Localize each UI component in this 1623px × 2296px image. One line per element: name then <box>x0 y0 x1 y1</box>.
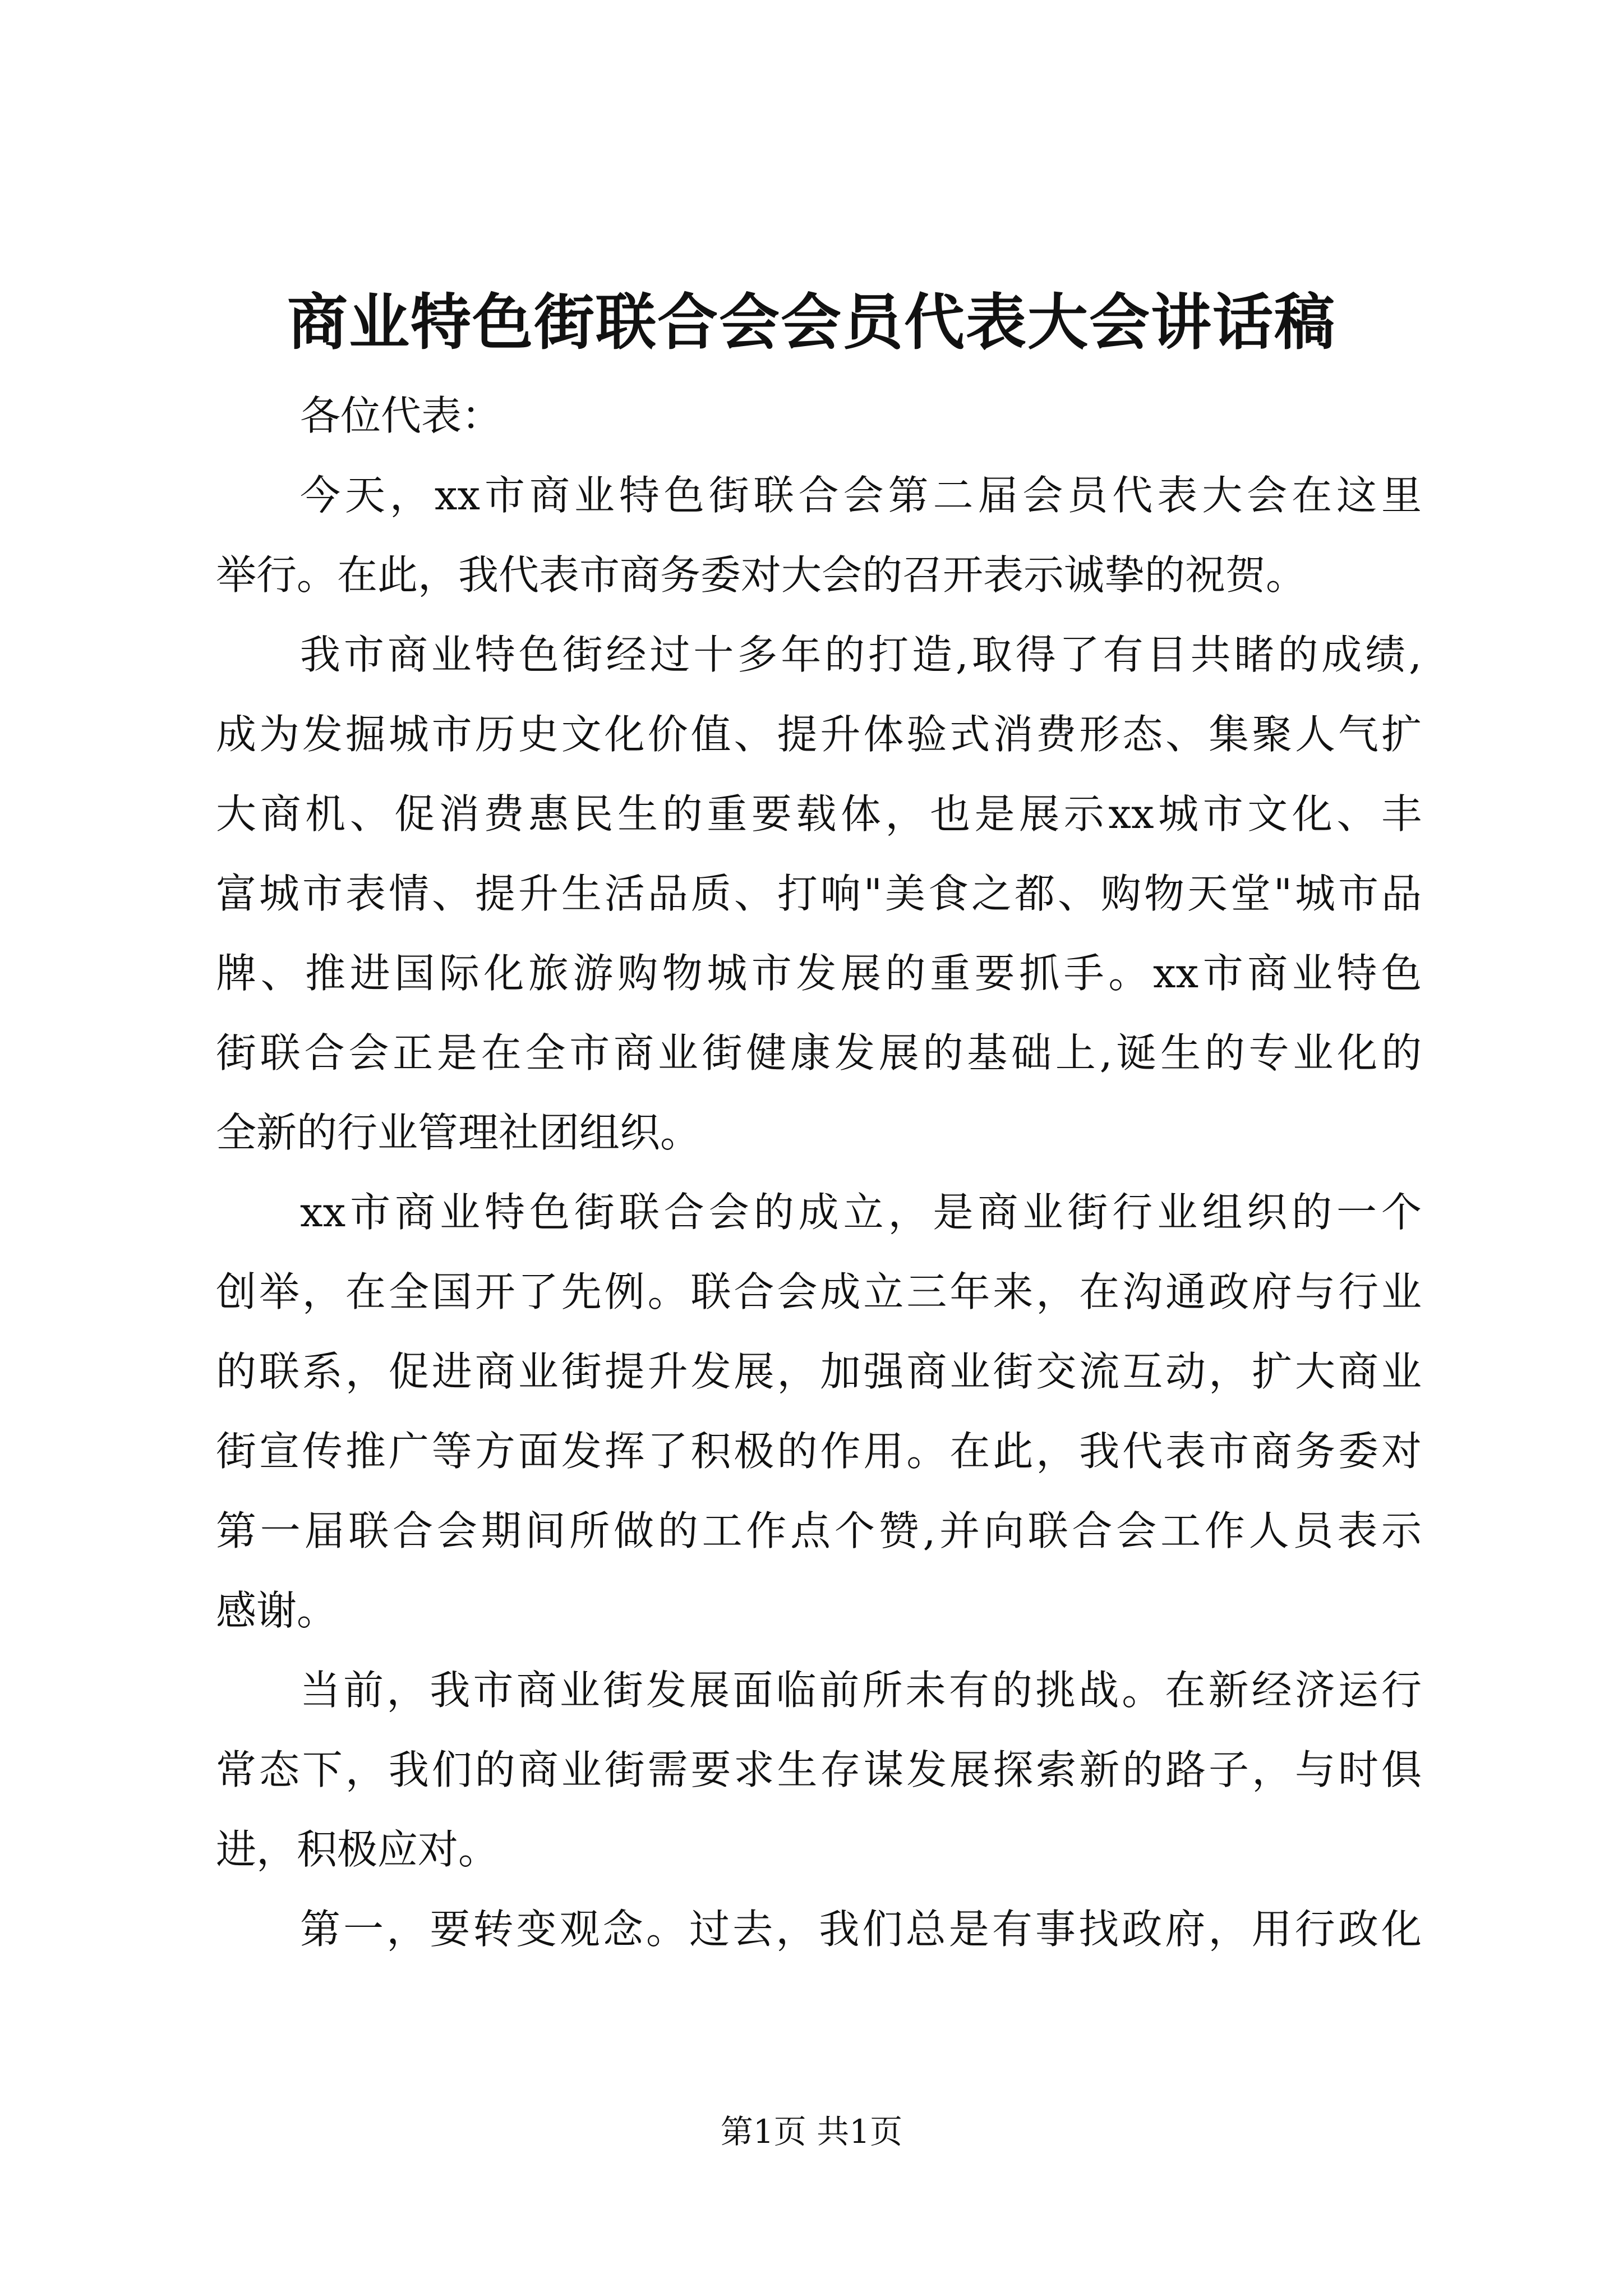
body-text-line: 感谢。 <box>216 1587 338 1634</box>
body-text-line: 全新的行业管理社团组织。 <box>216 1109 701 1156</box>
body-text-line: 各位代表： <box>300 392 502 439</box>
body-text-line: 第一，要转变观念。过去，我们总是有事找政府，用行政化 <box>300 1906 1422 1953</box>
body-text-line: 常态下，我们的商业街需要求生存谋发展探索新的路子，与时俱 <box>216 1746 1422 1793</box>
body-text-line: 大商机、促消费惠民生的重要载体，也是展示xx城市文化、丰 <box>216 790 1422 838</box>
body-text-line: 我市商业特色街经过十多年的打造,取得了有目共睹的成绩, <box>300 631 1422 678</box>
document-body <box>216 376 1422 1969</box>
body-text-line: 进，积极应对。 <box>216 1826 499 1873</box>
body-text-line: xx市商业特色街联合会的成立，是商业街行业组织的一个 <box>300 1189 1422 1236</box>
body-text-line: 今天，xx市商业特色街联合会第二届会员代表大会在这里 <box>300 472 1422 519</box>
page-footer: 第1页 共1页 <box>720 2113 903 2151</box>
body-text-line: 当前，我市商业街发展面临前所未有的挑战。在新经济运行 <box>300 1667 1422 1714</box>
body-text-line: 牌、推进国际化旅游购物城市发展的重要抓手。xx市商业特色 <box>216 950 1422 997</box>
body-text-line: 街联合会正是在全市商业街健康发展的基础上,诞生的专业化的 <box>216 1029 1422 1076</box>
body-text-line: 的联系，促进商业街提升发展，加强商业街交流互动，扩大商业 <box>216 1348 1422 1395</box>
body-text-line: 举行。在此，我代表市商务委对大会的召开表示诚挚的祝贺。 <box>216 551 1307 599</box>
body-text-line: 街宣传推广等方面发挥了积极的作用。在此，我代表市商务委对 <box>216 1428 1422 1475</box>
body-text-line: 成为发掘城市历史文化价值、提升体验式消费形态、集聚人气扩 <box>216 711 1422 758</box>
body-text-line: 富城市表情、提升生活品质、打响"美食之都、购物天堂"城市品 <box>216 870 1422 917</box>
body-text-line: 第一届联合会期间所做的工作点个赞,并向联合会工作人员表示 <box>216 1507 1422 1554</box>
document-title: 商业特色街联合会会员代表大会讲话稿 <box>287 287 1336 358</box>
body-text-line: 创举，在全国开了先例。联合会成立三年来，在沟通政府与行业 <box>216 1268 1422 1315</box>
